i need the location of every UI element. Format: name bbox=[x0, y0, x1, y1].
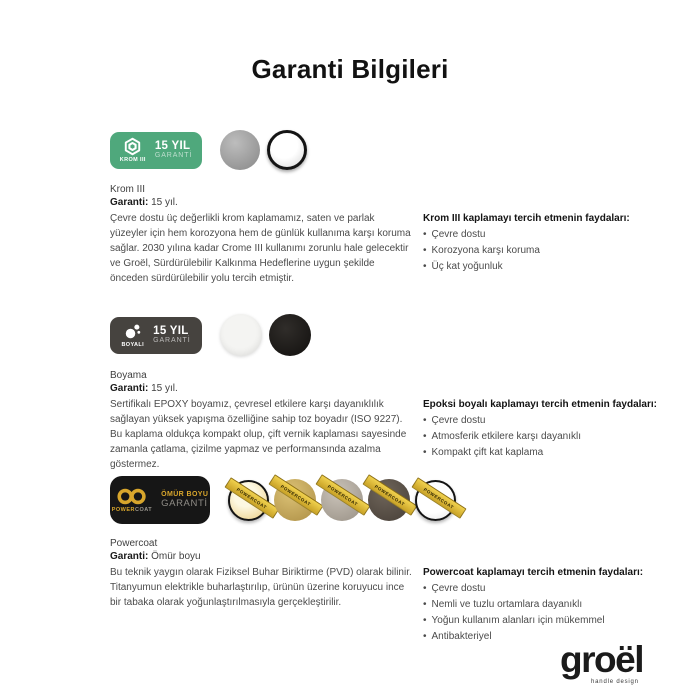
boyama-name: Boyama bbox=[110, 370, 147, 381]
benefit-text: Çevre dostu bbox=[431, 415, 486, 427]
krom-benefits bbox=[423, 213, 675, 275]
powercoat-brand bbox=[112, 507, 152, 513]
bullet-icon: • bbox=[423, 631, 427, 643]
krom-description: Çevre dostu üç değerlikli krom kaplamamız, saten ve parlak yüzeyler için hem korozyona hem de günlük kullanıma karşı koruma sağlar. 2030 yılına kadar Crome III kullanımı zorunlu hale gelecektir ve Groël, Sürdürülebilir Kalkınma Hedeflerine uygun şekilde önceden sürdürülebilir yolu tercih etmiştir. bbox=[110, 213, 411, 284]
swatch-bronze-pvd bbox=[368, 479, 410, 521]
boyama-meta bbox=[110, 369, 672, 395]
powercoat-brand-light: COAT bbox=[134, 506, 153, 513]
powercoat-ribbon: POWERCOAT bbox=[411, 477, 466, 519]
krom-meta bbox=[110, 183, 672, 209]
list-item bbox=[423, 597, 675, 613]
benefit-text: Kompakt çift kat kaplama bbox=[431, 447, 544, 459]
benefit-text: Nemli ve tuzlu ortamlara dayanıklı bbox=[431, 599, 583, 611]
groel-wordmark: groël bbox=[560, 639, 643, 680]
list-item bbox=[423, 413, 675, 429]
krom-benefits-title: Krom III kaplamayı tercih etmenin faydaları: bbox=[423, 213, 630, 225]
infinity-icon bbox=[115, 488, 149, 505]
list-item bbox=[423, 429, 675, 445]
boyama-description: Sertifikalı EPOXY boyamız, çevresel etkilere karşı dayanıklılık sağlayan yüksek yapışma özelliğine sahip toz boyadır (ISO 9227). Bu kaplama oldukça kompakt olup, çift vernik kaplaması sayesinde zamanla çatlama, çizilme yapmaz ve performansında azalma göstermez. bbox=[110, 399, 407, 470]
boyama-badge-row bbox=[110, 314, 672, 356]
powercoat-swatches bbox=[228, 479, 456, 521]
bullet-icon: • bbox=[423, 431, 427, 443]
powercoat-warranty-label: Garanti: bbox=[110, 551, 149, 563]
boyama-warranty-line bbox=[110, 382, 672, 395]
powercoat-brand-bold: POWER bbox=[111, 506, 135, 513]
bullet-icon: • bbox=[423, 583, 427, 595]
bullet-icon: • bbox=[423, 415, 427, 427]
krom-warranty-line bbox=[110, 196, 672, 209]
boyama-warranty-value: 15 yıl. bbox=[151, 383, 178, 395]
list-item bbox=[423, 243, 675, 259]
boyama-benefits-title: Epoksi boyalı kaplamayı tercih etmenin faydaları: bbox=[423, 399, 657, 411]
benefit-text: Atmosferik etkilere karşı dayanıklı bbox=[431, 431, 582, 443]
bullet-icon: • bbox=[423, 245, 427, 257]
swatch-polished-chrome bbox=[267, 130, 307, 170]
swatch-nickel-pvd bbox=[321, 479, 363, 521]
krom-badge-guarantee: GARANTİ bbox=[154, 152, 193, 160]
section-boyama bbox=[110, 314, 672, 472]
powercoat-badge-guarantee: GARANTİ bbox=[161, 497, 208, 509]
benefit-text: Üç kat yoğunluk bbox=[431, 261, 503, 273]
section-krom-iii bbox=[110, 130, 672, 286]
krom-warranty-label: Garanti: bbox=[110, 197, 149, 209]
krom-columns bbox=[110, 212, 672, 286]
list-item bbox=[423, 445, 675, 461]
list-item bbox=[423, 259, 675, 275]
benefit-text: Antibakteriyel bbox=[431, 631, 492, 643]
powercoat-ribbon: POWERCOAT bbox=[224, 477, 279, 519]
boyama-badge-left bbox=[121, 322, 144, 348]
powercoat-meta bbox=[110, 537, 672, 563]
powercoat-benefits bbox=[423, 567, 675, 645]
krom-warranty-value: 15 yıl. bbox=[151, 197, 178, 209]
swatch-champagne-pvd bbox=[228, 480, 269, 521]
powercoat-warranty-badge bbox=[110, 476, 210, 524]
boyama-warranty-badge bbox=[110, 317, 202, 354]
boyama-badge-guarantee: GARANTİ bbox=[153, 337, 191, 345]
powercoat-description: Bu teknik yaygın olarak Fiziksel Buhar Biriktirme (PVD) olarak bilinir. Titanyumun elektrikle buharlaştırılıp, ürünün üzerine koruyucu ince bir tabaka olarak yoğunlaştırılmasıyla gerçekleştirilir. bbox=[110, 567, 412, 608]
list-item bbox=[423, 613, 675, 629]
krom-badge-left bbox=[120, 137, 146, 163]
bullet-icon: • bbox=[423, 261, 427, 273]
krom-badge-label: KROM III bbox=[119, 157, 146, 163]
boyama-warranty-label: Garanti: bbox=[110, 383, 149, 395]
powercoat-ribbon: POWERCOAT bbox=[362, 474, 417, 516]
boyama-swatches bbox=[220, 314, 311, 356]
bullet-icon: • bbox=[423, 599, 427, 611]
benefit-text: Yoğun kullanım alanları için mükemmel bbox=[431, 615, 605, 627]
krom-badge-row bbox=[110, 130, 672, 170]
boyama-columns bbox=[110, 398, 672, 472]
benefit-text: Çevre dostu bbox=[431, 583, 486, 595]
boyama-badge-label: BOYALI bbox=[121, 342, 145, 348]
powercoat-ribbon: POWERCOAT bbox=[268, 474, 323, 516]
powercoat-columns bbox=[110, 566, 672, 643]
powercoat-badge-row bbox=[110, 476, 672, 524]
paint-splash-icon bbox=[123, 322, 142, 341]
benefit-text: Korozyona karşı koruma bbox=[431, 245, 540, 257]
powercoat-ribbon: POWERCOAT bbox=[315, 474, 370, 516]
powercoat-badge-right bbox=[161, 491, 208, 509]
groel-tagline: handle design bbox=[591, 679, 639, 685]
benefit-text: Çevre dostu bbox=[431, 229, 486, 241]
krom-name: Krom III bbox=[110, 184, 146, 195]
swatch-white-paint bbox=[220, 314, 262, 356]
powercoat-benefits-title: Powercoat kaplamayı tercih etmenin faydaları: bbox=[423, 567, 644, 579]
bullet-icon: • bbox=[423, 615, 427, 627]
swatch-black-paint bbox=[269, 314, 311, 356]
powercoat-warranty-line bbox=[110, 550, 672, 563]
swatch-white-pvd bbox=[415, 480, 456, 521]
list-item bbox=[423, 581, 675, 597]
krom-badge-right bbox=[155, 140, 192, 160]
boyama-badge-duration: 15 YIL bbox=[153, 324, 189, 337]
groel-logo bbox=[560, 641, 643, 685]
bullet-icon: • bbox=[423, 229, 427, 241]
page-title: Garanti Bilgileri bbox=[251, 54, 449, 84]
powercoat-name: Powercoat bbox=[110, 538, 158, 549]
boyama-benefits bbox=[423, 399, 675, 461]
boyama-badge-right bbox=[153, 325, 190, 345]
krom-warranty-badge bbox=[110, 132, 202, 169]
hex-nut-icon bbox=[123, 137, 142, 156]
swatch-satin-chrome bbox=[220, 130, 260, 170]
powercoat-badge-left bbox=[112, 488, 152, 513]
krom-swatches bbox=[220, 130, 307, 170]
list-item bbox=[423, 227, 675, 243]
powercoat-badge-duration: ÖMÜR BOYU bbox=[161, 490, 209, 498]
krom-badge-duration: 15 YIL bbox=[154, 139, 191, 152]
section-powercoat bbox=[110, 476, 672, 643]
bullet-icon: • bbox=[423, 447, 427, 459]
swatch-gold-pvd bbox=[274, 479, 316, 521]
powercoat-warranty-value: Ömür boyu bbox=[151, 551, 201, 563]
